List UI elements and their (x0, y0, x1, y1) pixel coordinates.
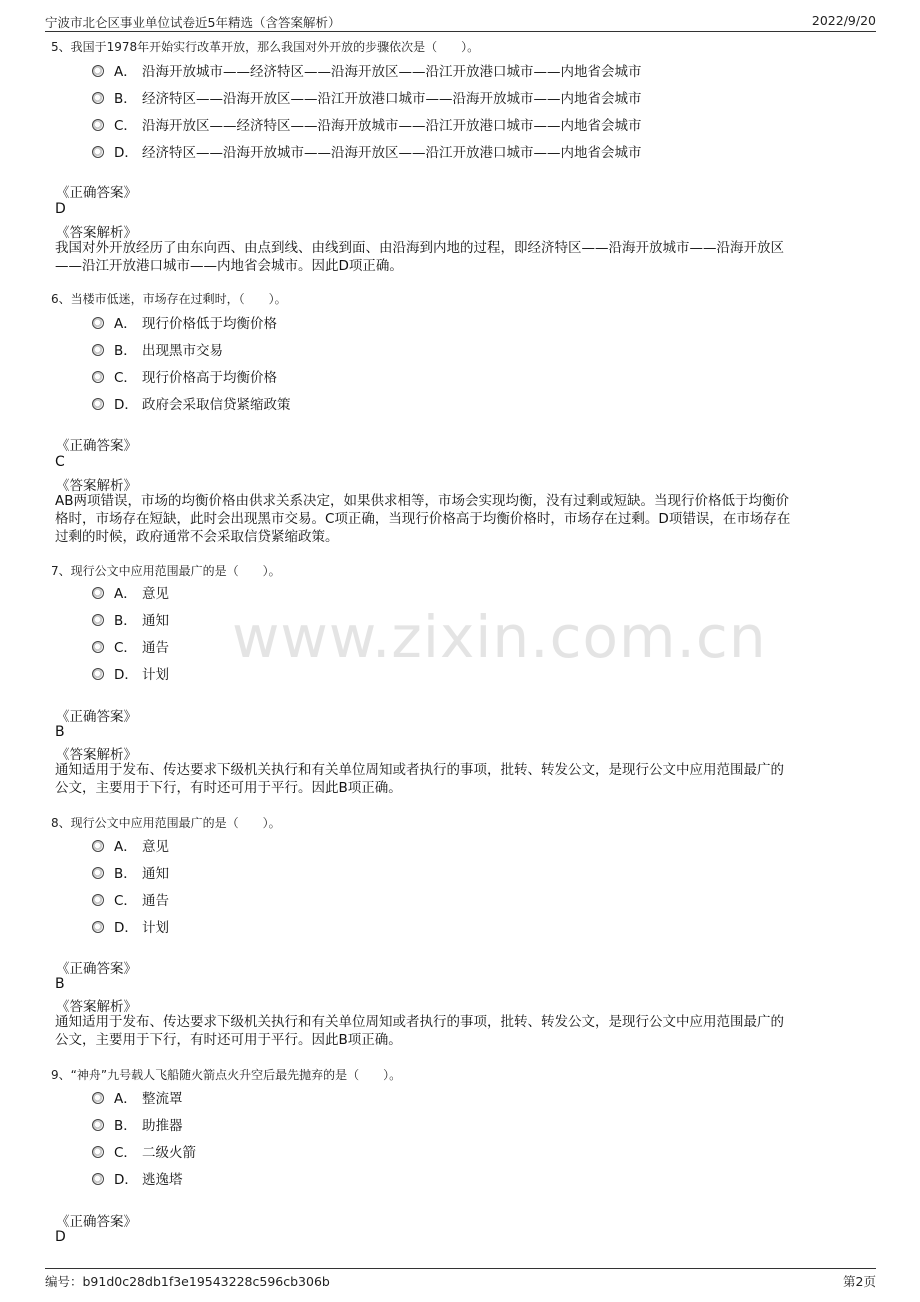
option-letter: D． (114, 1172, 138, 1188)
option-text: 沿海开放城市——经济特区——沿海开放区——沿江开放港口城市——内地省会城市 (142, 64, 642, 80)
option-letter: C． (114, 640, 137, 656)
option-text: 计划 (142, 667, 169, 683)
page-number: 第2页 (843, 1274, 876, 1289)
option-letter: A． (114, 316, 137, 332)
option-letter: C． (114, 370, 137, 386)
option-text: 通告 (142, 893, 169, 909)
analysis-line: 通知适用于发布、传达要求下级机关执行和有关单位周知或者执行的事项，批转、转发公文，是现行公文中应用范围最广的 (55, 762, 784, 778)
option-text: 出现黑市交易 (142, 343, 223, 359)
option-letter: B． (114, 343, 137, 359)
option-letter: B． (114, 91, 137, 107)
answer-analysis-text (55, 239, 865, 275)
radio-button[interactable] (92, 614, 104, 626)
option-text: 助推器 (142, 1118, 183, 1134)
option-letter: B． (114, 1118, 137, 1134)
analysis-line: 公文，主要用于下行，有时还可用于平行。因此B项正确。 (55, 780, 402, 796)
answer-analysis-label: 《答案解析》 (56, 747, 137, 763)
option-letter: A． (114, 586, 137, 602)
option-text: 沿海开放区——经济特区——沿海开放城市——沿江开放港口城市——内地省会城市 (142, 118, 642, 134)
option-letter: C． (114, 1145, 137, 1161)
option-text: 意见 (142, 839, 169, 855)
option-letter: A． (114, 1091, 137, 1107)
radio-button[interactable] (92, 398, 104, 410)
question-prompt: 8、现行公文中应用范围最广的是（ ）。 (51, 816, 281, 830)
option-text: 通告 (142, 640, 169, 656)
radio-button[interactable] (92, 894, 104, 906)
correct-answer-value: C (55, 454, 65, 470)
correct-answer-label: 《正确答案》 (56, 1214, 137, 1230)
radio-button[interactable] (92, 840, 104, 852)
radio-button[interactable] (92, 921, 104, 933)
option-text: 现行价格低于均衡价格 (142, 316, 277, 332)
radio-button[interactable] (92, 641, 104, 653)
answer-analysis-text (55, 761, 865, 797)
radio-button[interactable] (92, 668, 104, 680)
question-prompt: 6、当楼市低迷，市场存在过剩时，（ ）。 (51, 292, 287, 306)
answer-analysis-text (55, 1013, 865, 1049)
analysis-line: ——沿江开放港口城市——内地省会城市。因此D项正确。 (55, 258, 403, 274)
option-text: 二级火箭 (142, 1145, 196, 1161)
option-letter: B． (114, 866, 137, 882)
correct-answer-label: 《正确答案》 (56, 961, 137, 977)
analysis-line: 通知适用于发布、传达要求下级机关执行和有关单位周知或者执行的事项，批转、转发公文，是现行公文中应用范围最广的 (55, 1014, 784, 1030)
option-text: 经济特区——沿海开放城市——沿海开放区——沿江开放港口城市——内地省会城市 (142, 145, 642, 161)
analysis-line: AB两项错误，市场的均衡价格由供求关系决定，如果供求相等，市场会实现均衡，没有过剩或短缺。当现行价格低于均衡价 (55, 493, 789, 509)
analysis-line: 过剩的时候，政府通常不会采取信贷紧缩政策。 (55, 529, 339, 545)
radio-button[interactable] (92, 317, 104, 329)
radio-button[interactable] (92, 344, 104, 356)
option-text: 计划 (142, 920, 169, 936)
option-text: 意见 (142, 586, 169, 602)
correct-answer-label: 《正确答案》 (56, 709, 137, 725)
page-footer (45, 1268, 876, 1289)
radio-button[interactable] (92, 65, 104, 77)
option-letter: C． (114, 893, 137, 909)
correct-answer-value: D (55, 1229, 66, 1245)
correct-answer-label: 《正确答案》 (56, 438, 137, 454)
analysis-line: 我国对外开放经历了由东向西、由点到线、由线到面、由沿海到内地的过程，即经济特区——沿海开放城市——沿海开放区 (55, 240, 784, 256)
answer-analysis-label: 《答案解析》 (56, 999, 137, 1015)
correct-answer-value: B (55, 976, 65, 992)
analysis-line: 公文，主要用于下行，有时还可用于平行。因此B项正确。 (55, 1032, 402, 1048)
page-header (45, 12, 876, 32)
option-letter: D． (114, 145, 138, 161)
radio-button[interactable] (92, 587, 104, 599)
radio-button[interactable] (92, 119, 104, 131)
radio-button[interactable] (92, 1146, 104, 1158)
option-text: 整流罩 (142, 1091, 183, 1107)
option-text: 通知 (142, 613, 169, 629)
analysis-line: 格时，市场存在短缺，此时会出现黑市交易。C项正确，当现行价格高于均衡价格时，市场存在过剩。D项错误，在市场存在 (55, 511, 791, 527)
option-letter: A． (114, 839, 137, 855)
option-text: 政府会采取信贷紧缩政策 (142, 397, 291, 413)
option-letter: D． (114, 920, 138, 936)
question-prompt: 5、我国于1978年开始实行改革开放，那么我国对外开放的步骤依次是（ ）。 (51, 40, 480, 54)
option-text: 逃逸塔 (142, 1172, 183, 1188)
question-prompt: 7、现行公文中应用范围最广的是（ ）。 (51, 564, 281, 578)
document-code: 编号：b91d0c28db1f3e19543228c596cb306b (45, 1274, 330, 1289)
option-letter: D． (114, 667, 138, 683)
question-prompt: 9、“神舟”九号载人飞船随火箭点火升空后最先抛弃的是（ ）。 (51, 1068, 402, 1082)
correct-answer-value: D (55, 201, 66, 217)
radio-button[interactable] (92, 1119, 104, 1131)
radio-button[interactable] (92, 146, 104, 158)
radio-button[interactable] (92, 92, 104, 104)
option-letter: C． (114, 118, 137, 134)
radio-button[interactable] (92, 1092, 104, 1104)
answer-analysis-label: 《答案解析》 (56, 225, 137, 241)
correct-answer-value: B (55, 724, 65, 740)
radio-button[interactable] (92, 867, 104, 879)
document-title: 宁波市北仑区事业单位试卷近5年精选（含答案解析） (45, 15, 341, 30)
radio-button[interactable] (92, 371, 104, 383)
correct-answer-label: 《正确答案》 (56, 185, 137, 201)
document-date: 2022/9/20 (811, 13, 876, 28)
option-letter: D． (114, 397, 138, 413)
answer-analysis-text (55, 492, 865, 546)
watermark: www.zixin.com.cn (232, 603, 767, 671)
option-letter: A． (114, 64, 137, 80)
option-text: 通知 (142, 866, 169, 882)
option-text: 经济特区——沿海开放区——沿江开放港口城市——沿海开放城市——内地省会城市 (142, 91, 642, 107)
radio-button[interactable] (92, 1173, 104, 1185)
answer-analysis-label: 《答案解析》 (56, 478, 137, 494)
option-letter: B． (114, 613, 137, 629)
option-text: 现行价格高于均衡价格 (142, 370, 277, 386)
